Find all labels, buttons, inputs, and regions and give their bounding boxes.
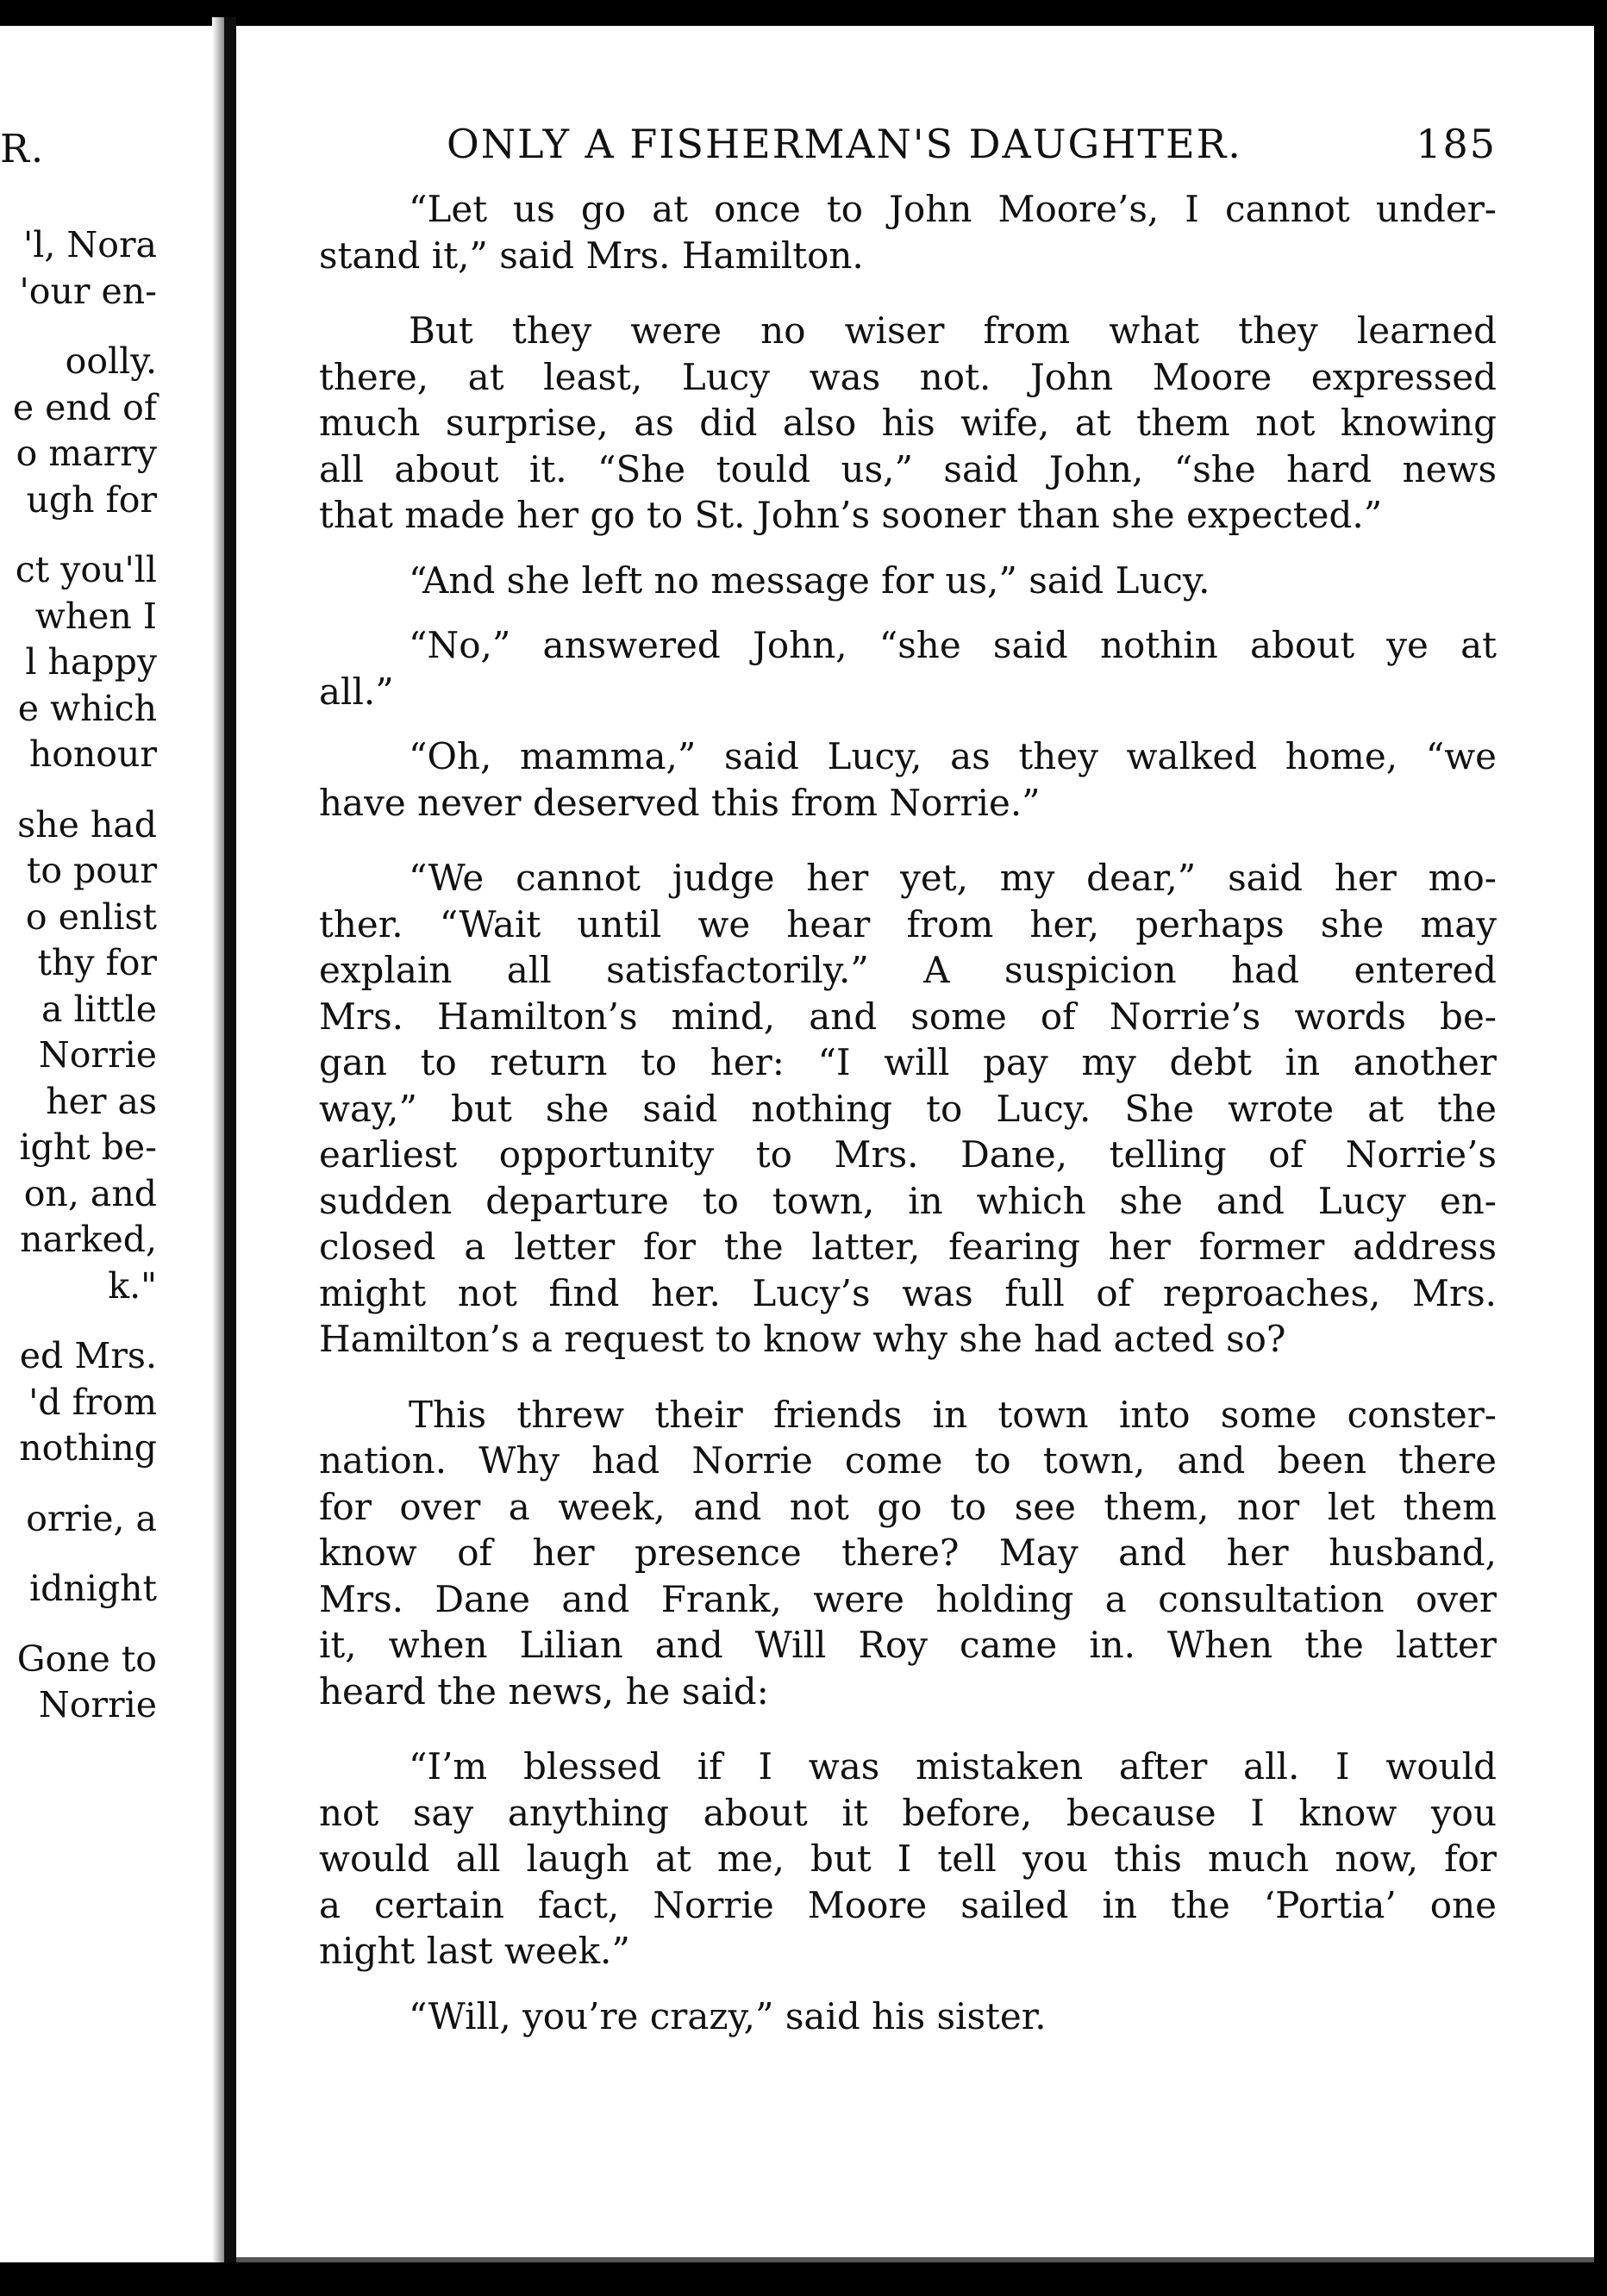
left-page-line: orrie, a xyxy=(26,1497,157,1539)
text-line: “Let us go at once to John Moore’s, I cannot under- xyxy=(409,188,1497,230)
text-line: Hamilton’s a request to know why she had acted so? xyxy=(319,1318,1286,1360)
text-line: night last week.” xyxy=(319,1930,630,1972)
text-line: earliest opportunity to Mrs. Dane, telling of Norrie’s xyxy=(319,1133,1497,1176)
left-page-line: k." xyxy=(108,1264,157,1307)
left-page-line: narked, xyxy=(20,1219,157,1260)
scan-border-right xyxy=(1594,0,1607,2296)
paragraph-gap xyxy=(319,714,1497,733)
book-gutter xyxy=(224,17,236,2262)
left-page-header: R. xyxy=(0,126,46,172)
text-line: ther. “Wait until we hear from her, perhaps she may xyxy=(319,902,1497,945)
paragraph xyxy=(319,855,1497,1363)
text-line: would all laugh at me, but I tell you this much now, for xyxy=(319,1837,1497,1880)
left-page-line: idnight xyxy=(28,1568,157,1609)
left-page-line: on, and xyxy=(23,1172,157,1214)
left-page-line: oolly. xyxy=(65,340,157,382)
scan-border-top xyxy=(0,0,1607,26)
left-page-line: ugh for xyxy=(26,478,157,521)
text-line: all.” xyxy=(319,670,394,713)
paragraph xyxy=(319,1392,1497,1715)
page-edge xyxy=(236,2051,1594,2262)
text-line: it, when Lilian and Will Roy came in. When the latter xyxy=(319,1624,1497,1666)
text-line: have never deserved this from Norrie.” xyxy=(319,781,1041,824)
left-page-fragment xyxy=(0,0,212,2262)
text-line: sudden departure to town, in which she and Lucy en- xyxy=(319,1179,1497,1222)
text-line: “Oh, mamma,” said Lucy, as they walked home, “we xyxy=(409,735,1497,777)
text-line: there, at least, Lucy was not. John Moore expressed xyxy=(319,355,1497,398)
text-line: heard the news, he said: xyxy=(319,1669,769,1713)
running-head xyxy=(319,121,1497,167)
text-line: gan to return to her: “I will pay my debt in another xyxy=(319,1041,1497,1083)
left-page-line: when I xyxy=(34,595,157,637)
page-number: 185 xyxy=(1416,121,1497,167)
left-page-line: 'l, Nora xyxy=(22,224,157,265)
paragraph-gap xyxy=(319,278,1497,308)
left-page-line: o marry xyxy=(16,433,157,474)
book-gutter-shadow xyxy=(212,17,224,2262)
left-page-line: o enlist xyxy=(25,895,157,938)
text-line: nation. Why had Norrie come to town, and been there xyxy=(319,1439,1497,1482)
left-page-line: e end of xyxy=(12,386,157,428)
left-page-line: 'd from xyxy=(28,1381,157,1423)
paragraph xyxy=(319,308,1497,539)
left-page-line: e which xyxy=(17,687,157,729)
body-text xyxy=(319,186,1497,2039)
text-line: explain all satisfactorily.” A suspicion had entered xyxy=(319,949,1497,991)
text-line: “We cannot judge her yet, my dear,” said her mo- xyxy=(409,857,1497,899)
text-line: that made her go to St. John’s sooner than she expected.” xyxy=(319,494,1383,536)
paragraph-gap xyxy=(319,1975,1497,1993)
left-page-line: honour xyxy=(28,733,157,775)
paragraph-gap xyxy=(319,826,1497,855)
text-line: closed a letter for the latter, fearing her former address xyxy=(319,1226,1497,1268)
text-line: “I’m blessed if I was mistaken after all. I would xyxy=(409,1745,1497,1788)
left-page-line: thy for xyxy=(37,942,157,983)
scan-border-bottom xyxy=(0,2262,1607,2296)
paragraph xyxy=(319,186,1497,278)
text-line: all about it. “She tould us,” said John, “she hard news xyxy=(319,447,1497,490)
text-line: Mrs. Dane and Frank, were holding a consultation over xyxy=(319,1577,1497,1620)
paragraph xyxy=(319,1744,1497,1975)
left-page-line: Norrie xyxy=(38,1034,157,1076)
paragraph-gap xyxy=(319,539,1497,558)
text-line: “And she left no message for us,” said Lucy. xyxy=(409,558,1210,602)
text-line: a certain fact, Norrie Moore sailed in the ‘Portia’ one xyxy=(319,1883,1497,1926)
text-line: know of her presence there? May and her husband, xyxy=(319,1532,1497,1574)
left-page-line: Gone to xyxy=(16,1638,157,1680)
text-line: Mrs. Hamilton’s mind, and some of Norrie’s words be- xyxy=(319,995,1497,1038)
left-page-line: ed Mrs. xyxy=(19,1335,157,1376)
paragraph xyxy=(319,622,1497,714)
left-page-line: a little xyxy=(41,988,157,1030)
left-page-line: nothing xyxy=(19,1427,157,1469)
text-line: But they were no wiser from what they learned xyxy=(409,309,1497,352)
paragraph-gap xyxy=(319,1714,1497,1744)
text-line: for over a week, and not go to see them, nor let them xyxy=(319,1485,1497,1528)
left-page-line: Norrie xyxy=(38,1684,157,1725)
paragraph xyxy=(319,1993,1497,2040)
left-page-line: to pour xyxy=(26,850,157,891)
left-page-line: l happy xyxy=(25,641,157,683)
left-page-line: 'our en- xyxy=(19,270,157,312)
text-line: “No,” answered John, “she said nothin about ye at xyxy=(409,624,1497,666)
text-line: way,” but she said nothing to Lucy. She wrote at the xyxy=(319,1087,1497,1130)
text-line: This threw their friends in town into some conster- xyxy=(409,1393,1497,1436)
paragraph xyxy=(319,558,1497,604)
left-page-line: ct you'll xyxy=(15,549,157,590)
text-line: “Will, you’re crazy,” said his sister. xyxy=(409,1994,1047,2037)
text-line: not say anything about it before, because I know you xyxy=(319,1791,1497,1834)
text-line: might not find her. Lucy’s was full of reproaches, Mrs. xyxy=(319,1271,1497,1314)
paragraph-gap xyxy=(319,603,1497,622)
text-line: stand it,” said Mrs. Hamilton. xyxy=(319,234,864,277)
paragraph xyxy=(319,733,1497,826)
left-page-line: she had xyxy=(17,803,157,845)
text-line: much surprise, as did also his wife, at them not knowing xyxy=(319,402,1497,444)
right-page xyxy=(319,121,1497,2039)
left-page-line: ight be- xyxy=(19,1126,157,1168)
running-title: ONLY A FISHERMAN'S DAUGHTER. xyxy=(447,121,1242,167)
paragraph-gap xyxy=(319,1363,1497,1392)
left-page-line: her as xyxy=(46,1080,157,1122)
